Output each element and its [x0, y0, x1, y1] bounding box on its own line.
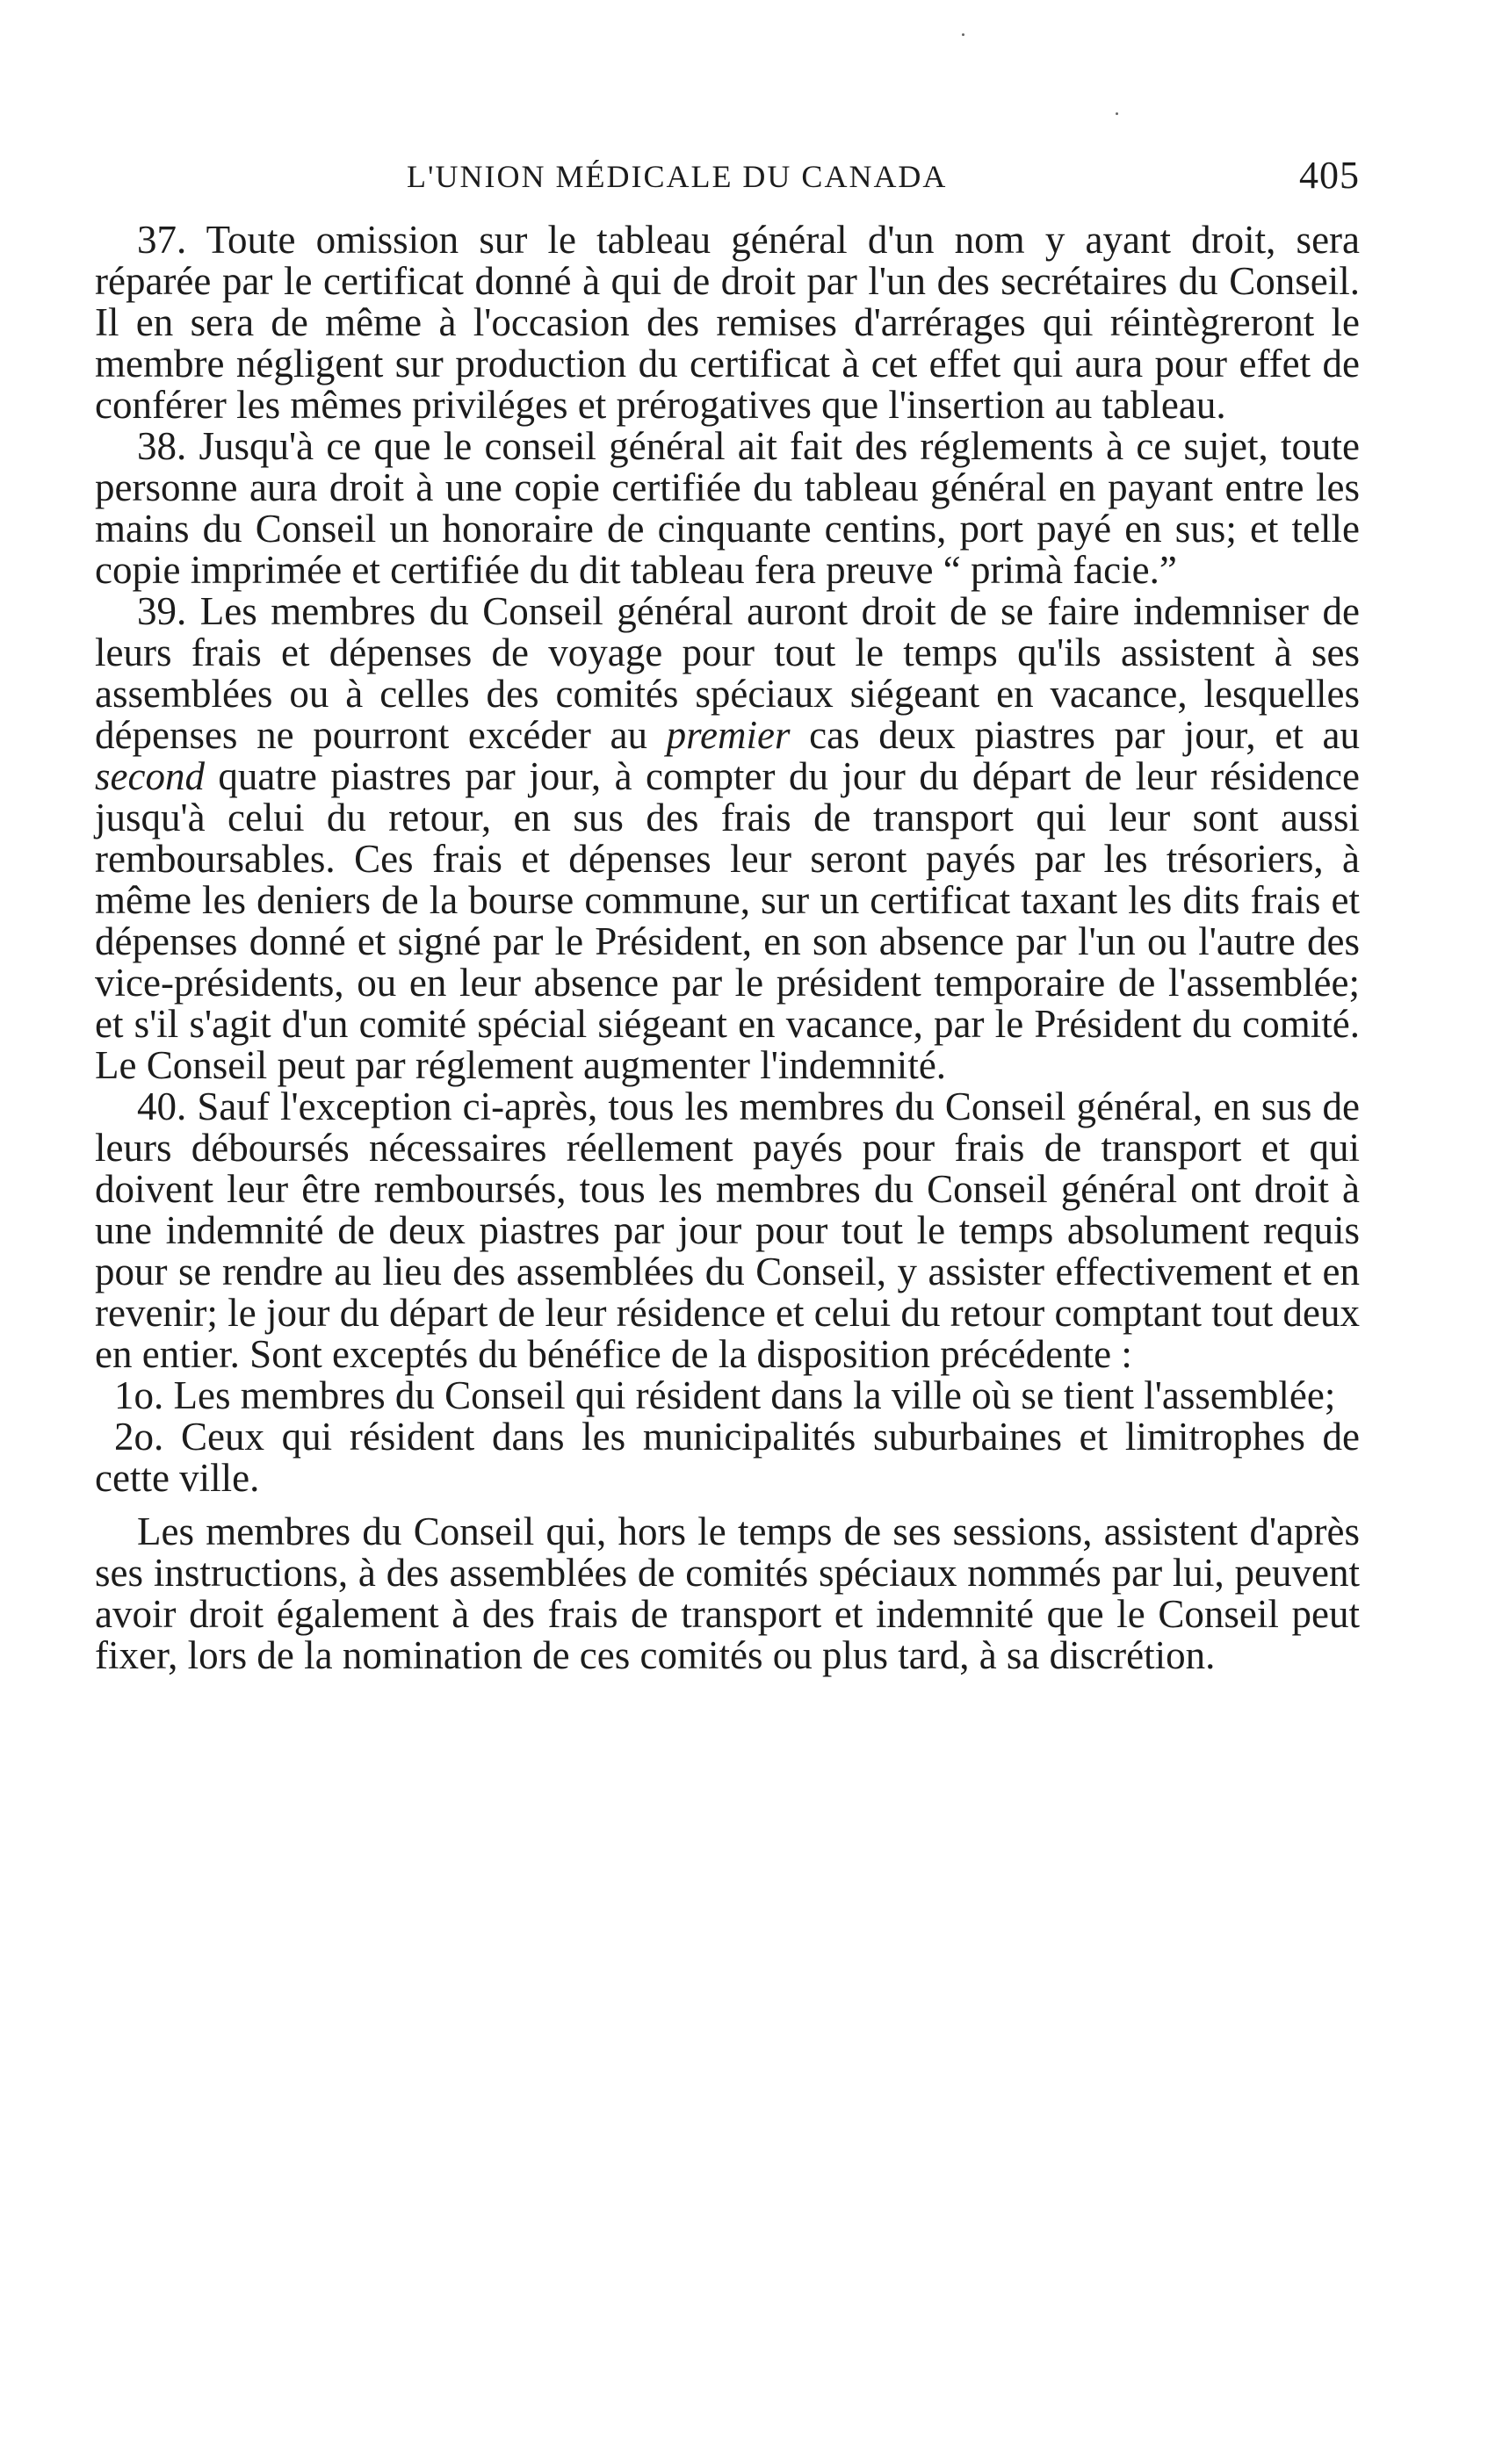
- book-page: [95, 132, 1360, 1676]
- final-paragraph: Les membres du Conseil qui, hors le temps de ses sessions, assistent d'après ses instructions, à des assemblées de comités spéciaux nommés par lui, peuvent avoir droit également à des frais de transport et indemnité que le Conseil peut fixer, lors de la nomination de ces comités ou plus tard, à sa discrétion.: [95, 1509, 1360, 1677]
- second-emphasis: second: [95, 754, 205, 798]
- article-40: 40. Sauf l'exception ci-après, tous les membres du Conseil général, en sus de leurs déboursés nécessaires réellement payés pour frais de transport et qui doivent leur être remboursés, tous les membres du Conseil général ont droit à une indemnité de deux piastres par jour pour tout le temps absolument requis pour se rendre au lieu des assemblées du Conseil, y assister effectivement et en revenir; le jour du départ de leur résidence et celui du retour comptant tout deux en entier. Sont exceptés du bénéfice de la disposition précédente :: [95, 1084, 1360, 1376]
- article-38: 38. Jusqu'à ce que le conseil général ait fait des réglements à ce sujet, toute personne aura droit à une copie certifiée du tableau général en payant entre les mains du Conseil un honoraire de cinquante centins, port payé en sus; et telle copie imprimée et certifiée du dit tableau fera preuve “ primà facie.”: [95, 424, 1360, 592]
- running-title: L'UNION MÉDICALE DU CANADA: [407, 159, 948, 194]
- premier-emphasis: premier: [666, 713, 791, 757]
- exception-item-2: 2o. Ceux qui résident dans les municipalités suburbaines et limitrophes de cette ville.: [95, 1415, 1360, 1500]
- page-number: 405: [1299, 154, 1360, 197]
- running-head: [95, 132, 1360, 197]
- article-39-text-part-1: 39. Les membres du Conseil général auront droit de se faire indemniser de leurs frais et dépenses de voyage pour tout le temps qu'ils assistent à ses assemblées ou à celles des comités spéciaux siégeant en vacance, lesquelles dépenses ne pourront excéder au: [95, 589, 1360, 757]
- exception-item-1: 1o. Les membres du Conseil qui résident dans la ville où se tient l'assemblée;: [114, 1373, 1336, 1417]
- article-39-text-part-3: quatre piastres par jour, à compter du jour du départ de leur résidence jusqu'à celui du retour, en sus des frais de transport qui leur sont aussi remboursables. Ces frais et dépenses leur seront payés par les trésoriers, à même les deniers de la bourse commune, sur un certificat taxant les dits frais et dépenses donné et signé par le Président, en son absence par l'un ou l'autre des vice-présidents, ou en leur absence par le président temporaire de l'assemblée; et s'il s'agit d'un comité spécial siégeant en vacance, par le Président du comité. Le Conseil peut par réglement augmenter l'indemnité.: [95, 754, 1360, 1087]
- article-text: [95, 220, 1360, 1676]
- article-37: 37. Toute omission sur le tableau général d'un nom y ayant droit, sera réparée par le certificat donné à qui de droit par l'un des secrétaires du Conseil. Il en sera de même à l'occasion des remises d'arrérages qui réintègreront le membre négligent sur production du certificat à cet effet qui aura pour effet de conférer les mêmes priviléges et prérogatives que l'insertion au tableau.: [95, 218, 1360, 427]
- scan-speck: [1116, 112, 1118, 115]
- scan-speck: [962, 33, 964, 36]
- article-39: [95, 591, 1360, 1086]
- article-39-text-part-2: cas deux piastres par jour, et au: [790, 713, 1360, 757]
